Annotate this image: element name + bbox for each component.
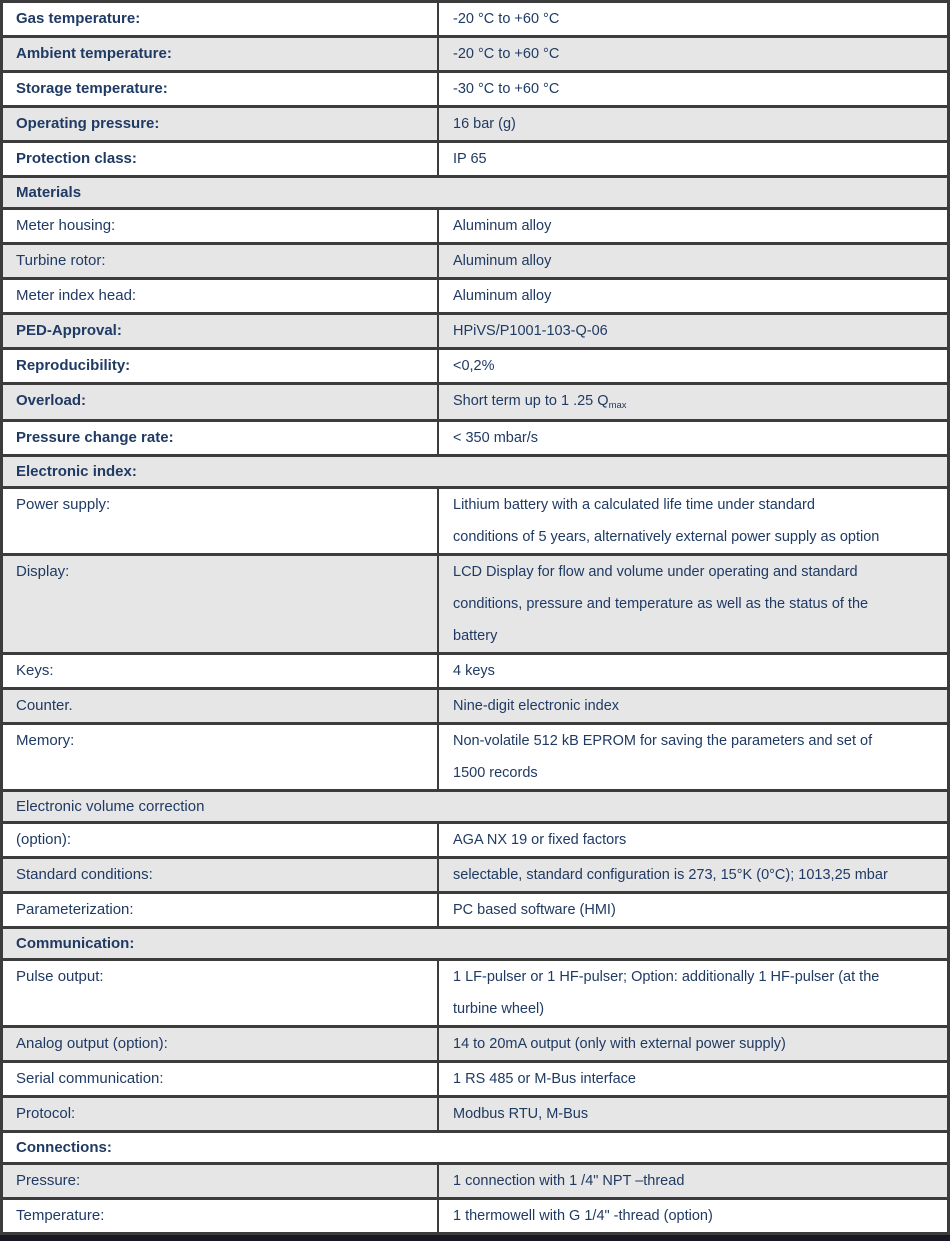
- spec-value-line: [453, 1028, 937, 1060]
- spec-row: [3, 280, 947, 315]
- spec-value: [437, 655, 947, 687]
- spec-value-text: conditions of 5 years, alternatively external power supply as option: [453, 529, 880, 545]
- spec-row: [3, 1063, 947, 1098]
- spec-value-text: IP 65: [453, 151, 487, 167]
- spec-value-line: [453, 725, 937, 757]
- spec-value-line: [453, 556, 937, 588]
- spec-value-text: turbine wheel): [453, 1001, 545, 1017]
- spec-label: Gas temperature:: [16, 10, 141, 27]
- spec-value-line: [453, 588, 937, 620]
- spec-value: [437, 38, 947, 70]
- spec-label: Standard conditions:: [16, 866, 153, 883]
- section-header-row: [3, 457, 947, 489]
- spec-value: [437, 143, 947, 175]
- spec-value-text: Lithium battery with a calculated life time under standard: [453, 497, 815, 513]
- spec-row: [3, 690, 947, 725]
- spec-value-line: [453, 1165, 937, 1197]
- spec-label: Protection class:: [16, 150, 137, 167]
- spec-value-text: conditions, pressure and temperature as well as the status of the: [453, 596, 869, 612]
- spec-label: Memory:: [16, 732, 75, 749]
- spec-value-text: 14 to 20mA output (only with external power supply): [453, 1036, 786, 1052]
- spec-value-line: [453, 1063, 937, 1095]
- spec-value-text: selectable, standard configuration is 273, 15°K (0°C); 1013,25 mbar: [453, 867, 888, 883]
- spec-label: Counter.: [16, 697, 73, 714]
- spec-row: [3, 1098, 947, 1133]
- spec-label: Power supply:: [16, 496, 111, 513]
- spec-row: [3, 73, 947, 108]
- spec-value-line: [453, 655, 937, 687]
- spec-label: Pressure change rate:: [16, 429, 174, 446]
- spec-value-line: [453, 1200, 937, 1232]
- spec-value: [437, 73, 947, 105]
- spec-value-line: [453, 210, 937, 242]
- spec-label: Protocol:: [16, 1105, 76, 1122]
- spec-label: Temperature:: [16, 1207, 105, 1224]
- spec-row: [3, 245, 947, 280]
- spec-row: [3, 859, 947, 894]
- spec-label: Serial communication:: [16, 1070, 164, 1087]
- spec-value-line: [453, 894, 937, 926]
- spec-value: [437, 245, 947, 277]
- spec-value-text: 1 LF-pulser or 1 HF-pulser; Option: additionally 1 HF-pulser (at the: [453, 969, 880, 985]
- spec-label: Overload:: [16, 392, 87, 409]
- spec-value-line: [453, 521, 937, 553]
- spec-value-text: -30 °C to +60 °C: [453, 81, 560, 97]
- spec-label: Pressure:: [16, 1172, 81, 1189]
- spec-row: [3, 210, 947, 245]
- spec-value: [437, 894, 947, 926]
- spec-row: [3, 961, 947, 1028]
- spec-value-text: Aluminum alloy: [453, 218, 552, 234]
- spec-row: [3, 725, 947, 792]
- spec-value-line: [453, 73, 937, 105]
- spec-value-text: LCD Display for flow and volume under operating and standard: [453, 564, 858, 580]
- spec-value-text: Modbus RTU, M-Bus: [453, 1106, 589, 1122]
- spec-value-line: [453, 824, 937, 856]
- spec-value: [437, 108, 947, 140]
- section-header-row: [3, 178, 947, 210]
- spec-value: [437, 961, 947, 1025]
- spec-value-line: [453, 280, 937, 312]
- spec-value: [437, 1063, 947, 1095]
- spec-value-text: Short term up to 1 .25 Q: [453, 393, 609, 409]
- spec-value-text: 1500 records: [453, 765, 538, 781]
- spec-value-line: [453, 757, 937, 789]
- spec-value-text: Aluminum alloy: [453, 253, 552, 269]
- spec-value: [437, 422, 947, 454]
- spec-label: Meter housing:: [16, 217, 116, 234]
- spec-value-text: Aluminum alloy: [453, 288, 552, 304]
- spec-value-line: [453, 961, 937, 993]
- spec-value-text: Non-volatile 512 kB EPROM for saving the parameters and set of: [453, 733, 873, 749]
- section-header-row: [3, 792, 947, 824]
- spec-value: [437, 1098, 947, 1130]
- section-header-label: Electronic index:: [16, 463, 137, 480]
- spec-value: [437, 725, 947, 789]
- spec-row: [3, 1028, 947, 1063]
- section-header-label: Electronic volume correction: [16, 798, 205, 815]
- spec-value-text: battery: [453, 628, 498, 644]
- spec-value-text: -20 °C to +60 °C: [453, 11, 560, 27]
- spec-label: Storage temperature:: [16, 80, 168, 97]
- spec-row: [3, 894, 947, 929]
- spec-value: [437, 1200, 947, 1232]
- spec-value-line: [453, 315, 937, 347]
- spec-value-text: AGA NX 19 or fixed factors: [453, 832, 627, 848]
- section-header-row: [3, 929, 947, 961]
- spec-value-text: -20 °C to +60 °C: [453, 46, 560, 62]
- spec-value-line: [453, 385, 937, 419]
- spec-value: [437, 3, 947, 35]
- spec-row: [3, 108, 947, 143]
- spec-value-line: [453, 3, 937, 35]
- spec-value-text: HPiVS/P1001-103-Q-06: [453, 323, 608, 339]
- spec-value-line: [453, 620, 937, 652]
- spec-value: [437, 556, 947, 652]
- spec-value-line: [453, 422, 937, 454]
- spec-value-line: [453, 859, 937, 891]
- spec-value-line: [453, 245, 937, 277]
- section-header-label: Communication:: [16, 935, 135, 952]
- spec-value-line: [453, 143, 937, 175]
- spec-value-line: [453, 350, 937, 382]
- spec-value: [437, 385, 947, 419]
- spec-value-line: [453, 690, 937, 722]
- spec-value-text: <0,2%: [453, 358, 495, 374]
- spec-label: Ambient temperature:: [16, 45, 172, 62]
- spec-row: [3, 489, 947, 556]
- spec-value-line: [453, 1098, 937, 1130]
- spec-label: Keys:: [16, 662, 54, 679]
- spec-row: [3, 38, 947, 73]
- spec-value: [437, 690, 947, 722]
- spec-label: PED-Approval:: [16, 322, 122, 339]
- spec-label: Analog output (option):: [16, 1035, 168, 1052]
- spec-value-text: 1 thermowell with G 1/4" -thread (option): [453, 1208, 713, 1224]
- spec-row: [3, 556, 947, 655]
- section-header-row: [3, 1133, 947, 1165]
- spec-label: Reproducibility:: [16, 357, 131, 374]
- spec-value-text: 1 RS 485 or M-Bus interface: [453, 1071, 636, 1087]
- spec-value: [437, 859, 947, 891]
- spec-value-text: Nine-digit electronic index: [453, 698, 620, 714]
- subscript-text: max: [608, 400, 627, 411]
- spec-row: [3, 422, 947, 457]
- spec-value-text: PC based software (HMI): [453, 902, 616, 918]
- spec-value: [437, 1165, 947, 1197]
- table-bottom-edge-bar: [0, 1235, 950, 1241]
- spec-value-line: [453, 489, 937, 521]
- spec-label: Turbine rotor:: [16, 252, 106, 269]
- spec-label: Meter index head:: [16, 287, 137, 304]
- spec-row: [3, 1200, 947, 1235]
- spec-value: [437, 489, 947, 553]
- spec-row: [3, 315, 947, 350]
- spec-label: Pulse output:: [16, 968, 104, 985]
- spec-value-line: [453, 108, 937, 140]
- spec-row: [3, 3, 947, 38]
- spec-value: [437, 824, 947, 856]
- spec-value-text: < 350 mbar/s: [453, 430, 539, 446]
- spec-label: Display:: [16, 563, 70, 580]
- section-header-label: Materials: [16, 184, 82, 201]
- spec-row: [3, 350, 947, 385]
- spec-value: [437, 210, 947, 242]
- spec-row: [3, 385, 947, 422]
- spec-value: [437, 1028, 947, 1060]
- spec-value-text: 16 bar (g): [453, 116, 516, 132]
- spec-value-text: 4 keys: [453, 663, 495, 679]
- section-header-label: Connections:: [16, 1139, 112, 1156]
- spec-value: [437, 350, 947, 382]
- spec-row: [3, 824, 947, 859]
- spec-row: [3, 1165, 947, 1200]
- spec-value-line: [453, 38, 937, 70]
- spec-value: [437, 315, 947, 347]
- spec-label: (option):: [16, 831, 72, 848]
- spec-row: [3, 143, 947, 178]
- spec-value-line: [453, 993, 937, 1025]
- spec-label: Operating pressure:: [16, 115, 160, 132]
- spec-label: Parameterization:: [16, 901, 134, 918]
- spec-value: [437, 280, 947, 312]
- spec-value-text: 1 connection with 1 /4" NPT –thread: [453, 1173, 685, 1189]
- spec-row: [3, 655, 947, 690]
